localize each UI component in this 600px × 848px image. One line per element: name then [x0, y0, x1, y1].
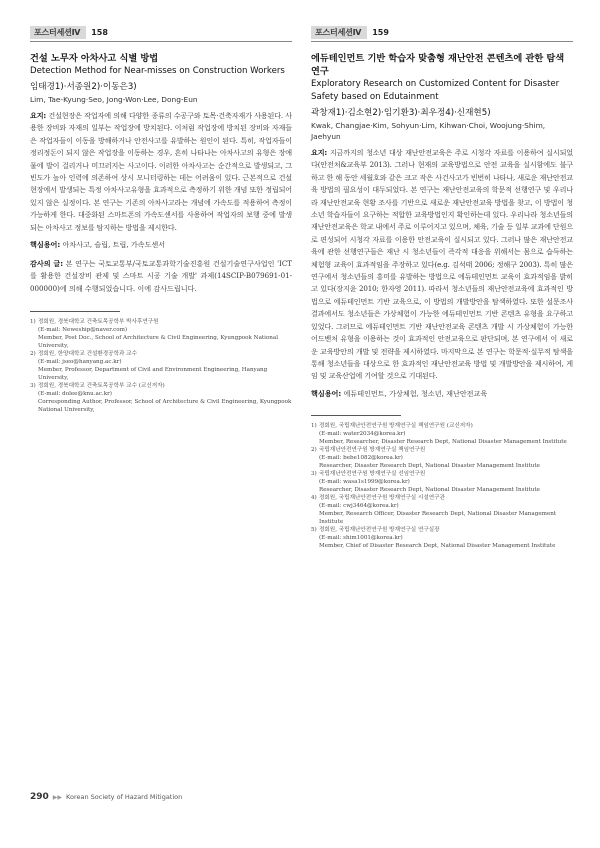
session-tab: 포스터세션Ⅳ [30, 26, 86, 39]
abstract-text: 지금까지의 청소년 대상 재난안전교육은 주로 시청각 자료를 이용하여 실시되었다(안전처&교육부 2013). 그러나 현재의 교육방법으로 안전 교육을 실시함에도 불구하고 한 해 동안 세월호와 같은 크고 작은 사건사고가 빈번히 나타나, 새로운 재난안전교육 방법의 필요성이 대두되었다. 본 연구는 재난안전교육의 학문적 선행연구 및 우리나라 재난안전교육 현황 조사를 기반으로 새로운 재난안전교육 방법을 찾고, 이 방법이 청소년 학습자들이 요구하는 적합한 교육방법인지 확인하는데 있다. 우리나라 청소년들의 재난안전교육은 학교 내에서 주로 이루어지고 있으며, 체육, 기술 등 일부 교과에 단원으로 편성되어 시청각 자료를 이용한 안전교육이 실시되고 있다. 그러나 많은 재난안전교육에 관한 선행연구들은 재난 시 청소년들이 즉각적 대응을 위해서는 몸으로 습득하는 체험형 교육이 효과적임을 주장하고 있다(e.g. 김석태 2006; 정해구 2003). 특히 많은 연구에서 청소년들의 흥미를 유발하는 방법으로 에듀테인먼트 교육이 효과적임을 밝히고 있다(장지윤 2010; 한자영 2011). 따라서 청소년들의 재난안전교육에 효과적인 방법으로 에듀테인먼트 기반 교육으로, 이 방법의 개발방안을 탐색하였다. 또한 설문조사 결과에서도 청소년들은 가상체험이 가능한 에듀테인먼트 기반 콘텐츠 유형을 요구하고 있었다. 그러므로 에듀테인먼트 기반 재난안전교육 콘텐츠 개발 시 가상체험이 가능한 어드벤처 유형을 이용하는 것이 효과적인 안전교육으로 판단되며, 본 연구에서 이 새로운 교육방안의 개발 및 전략을 제시하였다. 마지막으로 본 연구는 학문적·실무적 탐색을 통해 청소년들을 대상으로 한 효과적인 재난안전교육 방법 및 개발방안을 제시하여, 게임 및 교육산업에 기여할 것으로 기대된다. [311, 148, 573, 381]
authors-korean: 임태경1)·서종원2)·이동은3) [30, 82, 137, 92]
footnote-line: Researcher, Disaster Research Dept, National Disaster Management Institute [319, 462, 540, 469]
footnote-item [30, 382, 292, 414]
session-header [30, 26, 292, 42]
footnote-number: 1) [30, 319, 36, 326]
right-article [311, 26, 573, 550]
title-korean: 에듀테인먼트 기반 학습자 맞춤형 재난안전 콘텐츠에 관한 탐색연구 [311, 53, 565, 77]
footnote-item [30, 350, 292, 382]
article-number: 158 [91, 27, 108, 37]
footnote-line: (E-mail: dolee@knu.ac.kr) [38, 391, 112, 398]
footnote-line: (E-mail: cwj3464@korea.kr) [319, 502, 399, 509]
abstract [311, 147, 573, 383]
footnote-number: 5) [311, 526, 317, 533]
footnote-line: 정회원, 경북대학교 건축토목공학부 박사후연구원 [38, 319, 159, 326]
abstract-label: 요지: [311, 148, 328, 157]
keywords-text: 아차사고, 슬립, 트립, 가속도센서 [62, 240, 166, 250]
keywords-text: 에듀테인먼트, 가상체험, 청소년, 재난안전교육 [343, 388, 488, 398]
footnote-line: (E-mail: shim1001@korea.kr) [319, 534, 403, 541]
footnote-line: Researcher, Disaster Research Dept, National Disaster Management Institute [319, 486, 540, 493]
keywords [30, 240, 292, 250]
footnote-number: 2) [30, 351, 36, 358]
footnote-line: Corresponding Author, Professor, School of Architecture & Civil Engineering, Kyungpook National University, [38, 399, 292, 414]
footnote-line: 정회원, 경북대학교 건축토목공학부 교수 (교신저자) [38, 383, 165, 390]
double-arrow-icon: ▶▶ [52, 793, 63, 801]
acknowledgement [30, 258, 292, 295]
footnote-line: 정회원, 국립재난안전연구원 방재연구실 연구실장 [319, 526, 440, 533]
authors-english: Lim, Tae-Kyung·Seo, Jong-Won·Lee, Dong-Eun [30, 95, 198, 104]
footnote-line: (E-mail: Neweship@naver.com) [38, 327, 128, 334]
title-english: Exploratory Research on Customized Content for Disaster Safety based on Edutainment [311, 79, 560, 102]
title-korean: 건설 노무자 아차사고 식별 방법 [30, 53, 159, 64]
title-english: Detection Method for Near-misses on Construction Workers [30, 66, 285, 76]
footnote-rule [30, 311, 120, 312]
session-header [311, 26, 573, 42]
footnote-rule [311, 415, 401, 416]
abstract [30, 110, 292, 234]
authors-korean: 곽창재1)·김소현2)·임기환3)·최우정4)·신재현5) [311, 108, 491, 118]
footnotes [311, 422, 573, 550]
footnote-number: 4) [311, 494, 317, 501]
footnote-line: Member, Post Doc., School of Architecture & Civil Engineering, Kyungpook National University, [38, 335, 279, 350]
footnote-item [30, 318, 292, 350]
ack-text: 본 연구는 국토교통부/국토교통과학기술진흥원 건설기술연구사업인 'ICT를 활용한 건설장비 관제 및 스마트 시공 기술 개발' 과제(14SCIP-B079691-01-000000)에 의해 수행되었습니다. 이에 감사드립니다. [30, 259, 292, 293]
abstract-text: 건설현장은 작업자에 의해 다양한 종류의 수공구와 토목·건축자재가 사용된다. 사용한 장비와 자재의 일부는 작업장에 방치된다. 이처럼 작업장에 방치된 장비와 자재들은 작업자들이 이동을 방해하거나 안전사고를 유발하는 원인이 된다. 특히, 작업자들이 정리정돈이 되지 않은 작업장을 이동하는 경우, 흔히 나타나는 아차사고의 유형은 장애물에 발이 걸리거나 미끄러지는 사고이다. 이러한 아차사고는 순간적으로 발생되고, 그 빈도가 높아 인력에 의존하여 상시 모니터링하는 데는 어려움이 있다. 근본적으로 건설현장에서 발생되는 특정 아차사고유형을 효과적으로 측정하기 위한 개념 또한 정립되어 있지 않은 실정이다. 본 연구는 기존의 아차사고라는 개념에 가속도를 적용하여 측정이 가능하게 한다. 대중화된 스마트폰의 가속도센서를 사용하여 작업자의 보행 중에 발생되는 아차사고 정보를 탐지하는 방법을 제시한다. [30, 111, 292, 232]
left-article [30, 26, 292, 414]
footnotes [30, 318, 292, 414]
footnote-line: (E-mail: water2034@korea.kr) [319, 430, 406, 437]
keywords [311, 389, 573, 399]
footnote-item [311, 446, 573, 470]
footnote-line: (E-mail: wasa1s1999@korea.kr) [319, 478, 410, 485]
authors-english: Kwak, Changjae·Kim, Sohyun·Lim, Kihwan·Choi, Woojung·Shim, Jaehyun [311, 121, 546, 141]
page-footer [30, 792, 182, 802]
abstract-label: 요지: [30, 111, 47, 120]
keywords-label: 핵심용어: [30, 240, 61, 250]
footnote-line: Member, Researcher, Disaster Research Dept, National Disaster Management Institute [319, 438, 567, 445]
footnote-line: 국립재난안전연구원 방재연구실 책임연구원 [319, 446, 426, 453]
society-name: Korean Society of Hazard Mitigation [66, 793, 183, 801]
article-number: 159 [372, 27, 389, 37]
footnote-item [311, 526, 573, 550]
footnote-item [311, 494, 573, 526]
footnote-line: (E-mail: bebe1082@korea.kr) [319, 454, 403, 461]
footnote-number: 3) [311, 470, 317, 477]
footnote-number: 1) [311, 422, 317, 429]
footnote-number: 3) [30, 383, 36, 390]
footnote-line: Member, Chief of Disaster Research Dept, National Disaster Management Institute [319, 542, 556, 549]
footnote-number: 2) [311, 446, 317, 453]
footnote-line: 정회원, 한양대학교 건설환경공학과 교수 [38, 351, 137, 358]
footnote-line: Member, Research Officer, Disaster Research Dept, National Disaster Management Institute [319, 510, 557, 525]
footnote-line: 국립재난안전연구원 방재연구실 선임연구원 [319, 470, 426, 477]
page-number: 290 [30, 792, 49, 802]
footnote-item [311, 422, 573, 446]
footnote-line: 정회원, 국립재난안전연구원 방재연구실 시설연구관 [319, 494, 445, 501]
session-tab: 포스터세션Ⅳ [311, 26, 367, 39]
footnote-item [311, 470, 573, 494]
footnote-line: 정회원, 국립재난안전연구원 방재연구실 책임연구원 (교신저자) [319, 422, 473, 429]
footnote-line: (E-mail: jseo@hanyang.ac.kr) [38, 359, 122, 366]
keywords-label: 핵심용어: [311, 388, 342, 398]
ack-label: 감사의 글: [30, 259, 64, 269]
footnote-line: Member, Professor, Department of Civil and Environment Engineering, Hanyang University, [38, 367, 268, 382]
